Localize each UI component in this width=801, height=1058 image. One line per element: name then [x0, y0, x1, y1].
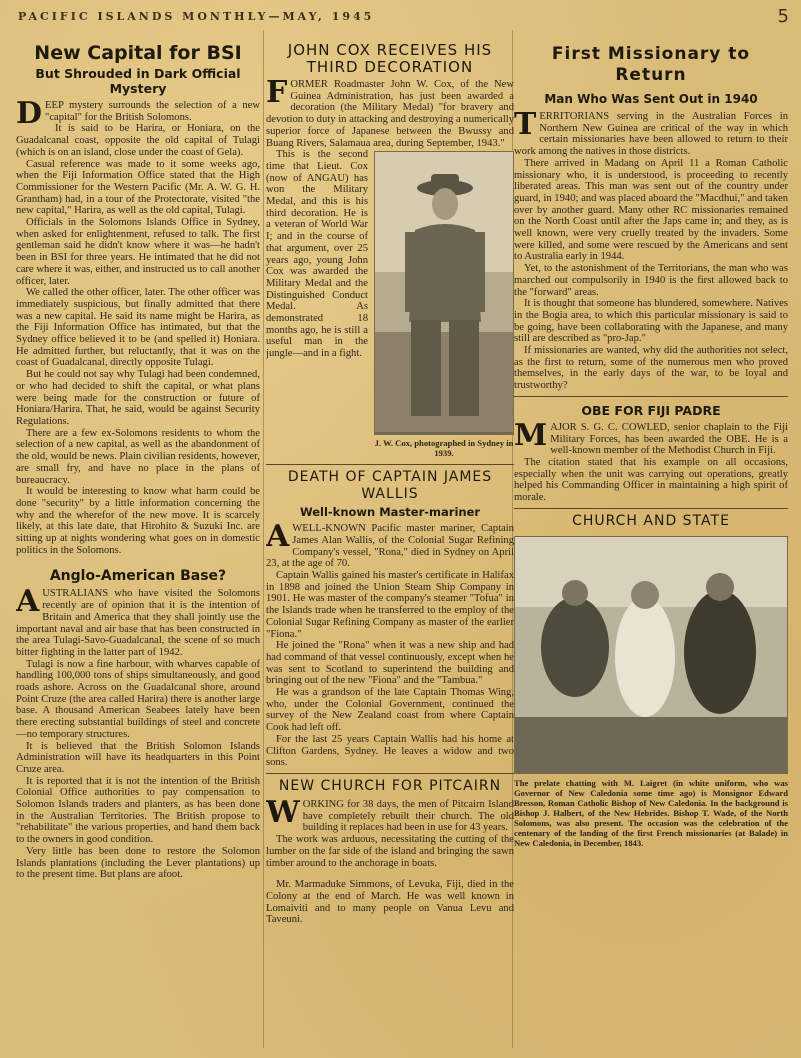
base-paragraph: It is reported that it is not the intention of the British Colonial Office authorities to pay compensation to Solomon Islands traders and planters, as has been done in the Australian Territories. The British propose to "rehabilitate" the various properties, and hand them back to the owners in good condition.: [16, 775, 260, 846]
drop-cap: F: [266, 75, 288, 110]
bsi-paragraph: It would be interesting to know what harm could be done "security" by a little information concerning the why and the wherefor of the new move. It is scarcely likely, at this late date, that Hirohito & Suzuki Inc. are sitting up at nights wondering what goes on in domestic politics in the Solomons.: [16, 486, 260, 556]
wallis-paragraph: Captain Wallis gained his master's certificate in Halifax in 1898 and joined the Union Steam Ship Company in 1901. He was master of the company's steamer "Tofua" in the Islands trade when he transferred to the employ of the Colonial Sugar Refining Company as master of the earlier "Fiona.": [266, 570, 514, 640]
wallis-paragraph: AWELL-KNOWN Pacific master mariner, Captain James Alan Wallis, of the Colonial Sugar Refining Company's vessel, "Rona," died in Sydney on April 23, at the age of 70.: [266, 519, 514, 570]
pitcairn-headline: NEW CHURCH FOR PITCAIRN: [278, 777, 502, 794]
base-headline: Anglo-American Base?: [49, 568, 227, 585]
cox-photo: [374, 151, 514, 435]
cox-headline: JOHN COX RECEIVES HIS THIRD DECORATION: [287, 41, 493, 76]
cox-paragraph: This is the second time that Lieut. Cox (now of ANGAU) has won the Military Medal, and this is his third decoration. He is a veteran of World War I; and in the course of that argument, over 25 years ago, young John Cox was awarded the Military Medal and the Distinguished Conduct Medal. As demonstrated 18 months ago, he is still a useful man in the jungle—and in a fight.: [266, 149, 368, 360]
simmons-paragraph: Mr. Marmaduke Simmons, of Levuka, Fiji, died in the Colony at the end of March. He was well known in Lomaiviti and to many people on Vanua Levu and Taveuni.: [266, 879, 514, 926]
bsi-paragraph: But he could not say why Tulagi had been condemned, or who had decided to shift the capital, or what plans were being made for the construction or future of Honiara/Harira. That, he said, would be against Security Regulations.: [16, 369, 260, 427]
obe-paragraph: MAJOR S. G. C. COWLED, senior chaplain to the Fiji Military Forces, has been awarded the OBE. He is a well-known member of the Methodist Church in Fiji.: [514, 417, 788, 457]
bsi-headline: New Capital for BSI: [34, 42, 242, 64]
missionary-paragraph: TERRITORIANS serving in the Australian Forces in Northern New Guinea are critical of the way in which certain missionaries have been allowed to return to their work among the natives in those districts.: [514, 107, 788, 158]
column-left: [16, 30, 260, 1050]
wallis-headline: DEATH OF CAPTAIN JAMES WALLIS: [287, 469, 493, 503]
section-divider: [266, 464, 514, 465]
drop-cap: M: [514, 417, 548, 453]
church-headline: CHURCH AND STATE: [572, 512, 730, 529]
pitcairn-paragraph: The work was arduous, necessitating the cutting of the lumber on the far side of the island and bringing the sawn timber around to the anchorage in boats.: [266, 834, 514, 869]
pitcairn-paragraph: WORKING for 38 days, the men of Pitcairn Island have completely rebuilt their church. The old building it replaces had been in use for 43 years.: [266, 794, 514, 834]
church-photo: [514, 536, 788, 774]
page-number: 5: [777, 6, 789, 27]
section-divider: [514, 396, 788, 397]
drop-cap: W: [266, 794, 300, 830]
drop-cap: T: [514, 107, 537, 142]
missionary-subheadline: Man Who Was Sent Out in 1940: [544, 92, 758, 106]
bsi-paragraph: Casual reference was made to it some weeks ago, when the Fiji Information Office stated that the High Commissioner for the Western Pacific (Mr. A. W. G. H. Grantham) had, in a tour of the Protectorate, visited "the new capital," Harira, as well as the old capital, Tulagi.: [16, 158, 260, 217]
base-paragraph: AUSTRALIANS who have visited the Solomons recently are of opinion that it is the intention of Britain and America that they shall jointly use the important naval and air base that has been constructed in the area Tulagi-Savo-Guadalcanal, the scene of so much bitter fighting in the latter part of 1942.: [16, 584, 260, 658]
drop-cap: A: [16, 584, 40, 620]
cox-paragraph: FORMER Roadmaster John W. Cox, of the New Guinea Administration, has just been awarded a decoration (the Military Medal) "for bravery and devotion to duty in attacking and destroying a numerically superior force of Japanese between the Bwussy and Buang Rivers, Salamaua area, during September, 1943.": [266, 75, 514, 149]
bsi-paragraph: Officials in the Solomons Islands Office in Sydney, when asked for enlightenment, refused to talk. The first gentleman said he didn't know where it was—he hadn't been in BSI for three years. He intimated that he did not care where it was, either, and instructed us to call another officer, later.: [16, 217, 260, 287]
bsi-paragraph: We called the other officer, later. The other officer was immediately suspicious, but finally admitted that there was a new capital. He said its name might be Harira, as the Fiji Information Office has intimated, but that the Sydney office believed it to be (and spelled it) Honiara. He admitted further, but reluctantly, that it was on the coast of Guadalcanal, directly opposite Tulagi.: [16, 287, 260, 369]
church-photo-caption: The prelate chatting with M. Laigret (in white uniform, who was Governor of New Caledonia some time ago) is Monsignor Edward Bresson, Roman Catholic Bishop of New Caledonia. In the background is Bishop J. Halbert, of the New Hebrides. Bishop T. Wade, of the North Solomons, was also present. The occasion was the celebration of the centenary of the landing of the first French missionaries (at Balade) in New Caledonia, in December, 1843.: [514, 777, 788, 848]
crowd-photo-icon: [515, 537, 787, 771]
bsi-subheadline: But Shrouded in Dark Official Mystery: [35, 66, 241, 96]
obe-paragraph: The citation stated that his example on all occasions, especially when the unit was carrying out operations, greatly helped his Commanding Officer in maintaining a high spirit of morale.: [514, 456, 788, 504]
column-middle: [266, 30, 514, 1050]
wallis-paragraph: He was a grandson of the late Captain Thomas Wing, who, under the Colonial Government, continued the survey of the New Zealand coast from where Captain Cook had left off.: [266, 687, 514, 734]
drop-cap: A: [266, 519, 290, 555]
obe-headline: OBE FOR FIJI PADRE: [581, 402, 721, 418]
base-paragraph: Tulagi is now a fine harbour, with wharves capable of handling 100,000 tons of ships simultaneously, and good roads ashore. Across on the Guadalcanal shore, around Point Cruze (the area called Harira) there is another large base. A thousand American Seabees lately have been there erecting substantial buildings of steel and concrete—no temporary structures.: [16, 658, 260, 740]
missionary-paragraph: There arrived in Madang on April 11 a Roman Catholic missionary who, it is understood, is proceeding to recently liberated areas. This man was sent out of the country under guard, in 1940; and was placed aboard the "Macdhui," and taken over by another guard. Many other RC missionaries remained on the North Coast until after the Japs came in; and they, as is well known, were very cruelly treated by the invaders. Some were killed, and some were rescued by the Americans and sent to Australia early in 1944.: [514, 157, 788, 263]
section-divider: [266, 773, 514, 774]
bsi-paragraph: DEEP mystery surrounds the selection of a new "capital" for the British Solomons.: [16, 96, 260, 131]
wallis-paragraph: He joined the "Rona" when it was a new ship and had had command of that vessel continuously, except when he was sent to Scotland to superintend the building and bringing out of the new "Fiona" and the "Tambua.": [266, 640, 514, 687]
cox-photo-caption: J. W. Cox, photographed in Sydney in 1939.: [374, 438, 514, 459]
bsi-paragraph: There are a few ex-Solomons residents to whom the selection of a new capital, as well as the abandonment of the old, would be news. Plain civilian residents, however, are small fry, and have no place in the plans of bureaucracy.: [16, 427, 260, 486]
missionary-headline: First Missionary to Return: [551, 44, 751, 85]
column-rule: [263, 30, 264, 1048]
column-right: [514, 30, 788, 1050]
cox-photo-block: [374, 151, 514, 458]
soldier-figure-icon: [375, 152, 513, 432]
bsi-paragraph: It is said to be Harira, or Honiara, on the Guadalcanal coast, opposite the old capital of Tulagi (which is on an island, close under the coast of Gela).: [16, 123, 260, 158]
missionary-paragraph: It is thought that someone has blundered, somewhere. Natives in the Bogia area, to which this particular missionary is said to be going, have been collaborating with the Japanese, and many still are described as "pro-Jap.": [514, 298, 788, 345]
running-title: PACIFIC ISLANDS MONTHLY—MAY, 1945: [18, 10, 375, 23]
missionary-paragraph: If missionaries are wanted, why did the authorities not select, as the first to return, some of the numerous men who proved themselves, in the early days of the war, to be loyal and trustworthy?: [514, 345, 788, 392]
base-paragraph: It is believed that the British Solomon Islands Administration will have its headquarters in this Point Cruze area.: [16, 740, 260, 775]
base-paragraph: Very little has been done to restore the Solomon Islands plantations (including the Lever plantations) up to the present time. But plans are afoot.: [16, 845, 260, 881]
missionary-paragraph: Yet, to the astonishment of the Territorians, the man who was marched out compulsorily in 1940 is the first allowed back to the "forward" areas.: [514, 263, 788, 298]
wallis-subheadline: Well-known Master-mariner: [299, 505, 481, 520]
wallis-paragraph: For the last 25 years Captain Wallis had his home at Clifton Gardens, Sydney. He leaves a widow and two sons.: [266, 733, 514, 769]
section-divider: [514, 508, 788, 509]
drop-cap: D: [16, 96, 43, 131]
